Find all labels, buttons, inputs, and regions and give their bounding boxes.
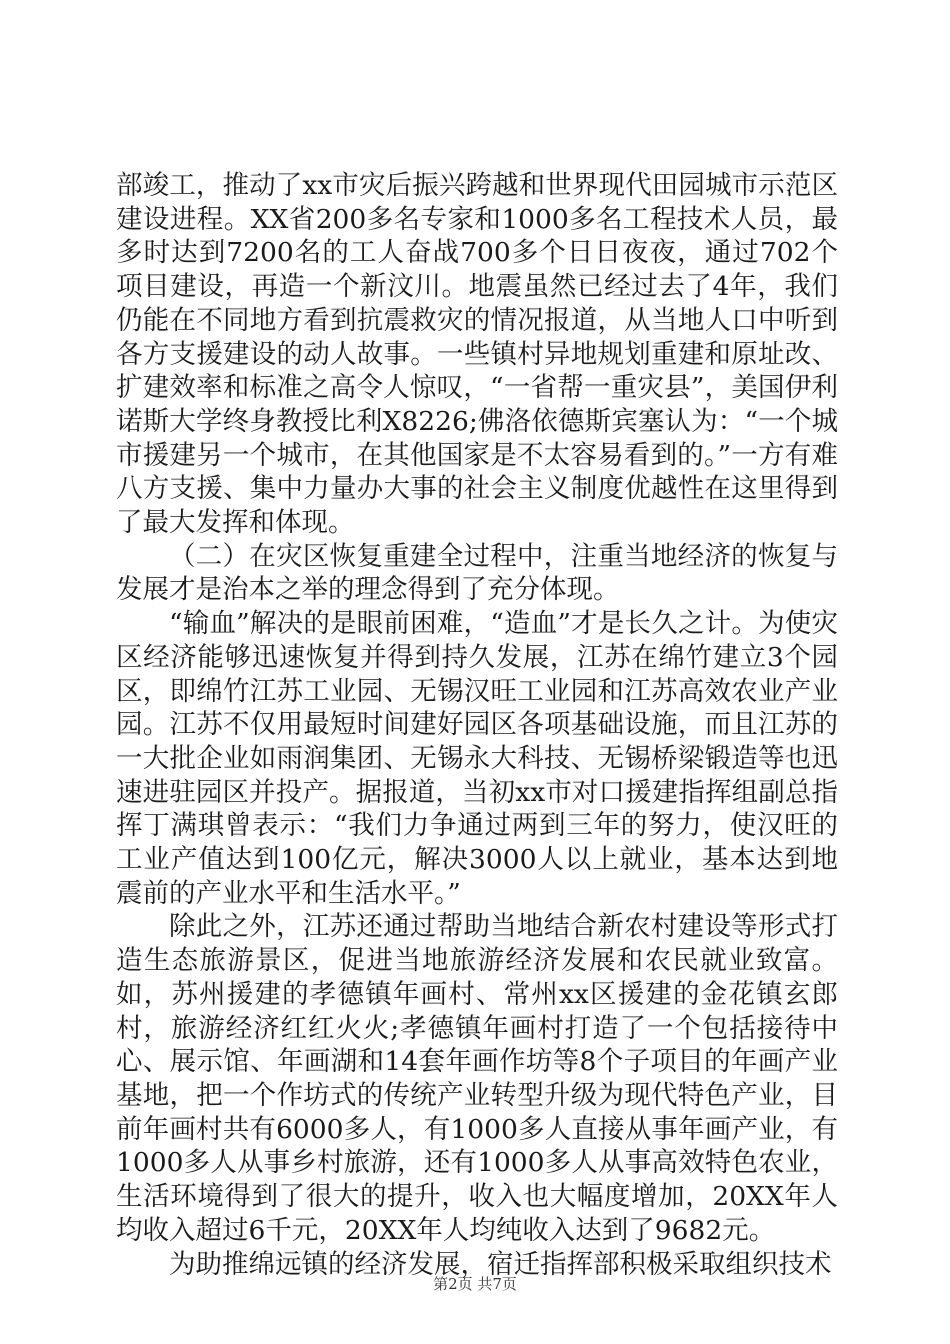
paragraph-1: 部竣工，推动了xx市灾后振兴跨越和世界现代田园城市示范区建设进程。XX省200多名专家和1000多名工程技术人员，最多时达到7200名的工人奋战700多个日日夜夜，通过702个项目建设，再造一个新汶川。地震虽然已经过去了4年，我们仍能在不同地方看到抗震救灾的情况报道，从当地人口中听到各方支援建设的动人故事。一些镇村异地规划重建和原址改、扩建效率和标准之高令人惊叹，“一省帮一重灾县”，美国伊利诺斯大学终身教授比利X8226;佛洛依德斯宾塞认为：“一个城市援建另一个城市，在其他国家是不太容易看到的。”一方有难八方支援、集中力量办大事的社会主义制度优越性在这里得到了最大发挥和体现。 [116,170,838,539]
paragraph-5: 为助推绵远镇的经济发展，宿迁指挥部积极采取组织技术 [169,1248,832,1280]
document-body [116,169,838,1281]
paragraph-4: 除此之外，江苏还通过帮助当地结合新农村建设等形式打造生态旅游景区，促进当地旅游经济发展和农民就业致富。如，苏州援建的孝德镇年画村、常州xx区援建的金花镇玄郎村，旅游经济红红火火;孝德镇年画村打造了一个包括接待中心、展示馆、年画湖和14套年画作坊等8个子项目的年画产业基地，把一个作坊式的传统产业转型升级为现代特色产业，目前年画村共有6000多人，有1000多人直接从事年画产业，有1000多人从事乡村旅游，还有1000多人从事高效特色农业，生活环境得到了很大的提升，收入也大幅度增加，20XX年人均收入超过6千元，20XX年人均纯收入达到了9682元。 [116,911,838,1246]
paragraph-3: “输血”解决的是眼前困难，“造血”才是长久之计。为使灾区经济能够迅速恢复并得到持久发展，江苏在绵竹建立3个园区，即绵竹江苏工业园、无锡汉旺工业园和江苏高效农业产业园。江苏不仅用最短时间建好园区各项基础设施，而且江苏的一大批企业如雨润集团、无锡永大科技、无锡桥梁锻造等也迅速进驻园区并投产。据报道，当初xx市对口援建指挥组副总指挥丁满琪曾表示：“我们力争通过两到三年的努力，使汉旺的工业产值达到100亿元，解决3000人以上就业，基本达到地震前的产业水平和生活水平。” [116,608,838,909]
page-number-footer: 第2页 共7页 [433,1275,517,1293]
paragraph-2-section-heading: （二）在灾区恢复重建全过程中，注重当地经济的恢复与发展才是治本之举的理念得到了充分体现。 [116,540,838,606]
